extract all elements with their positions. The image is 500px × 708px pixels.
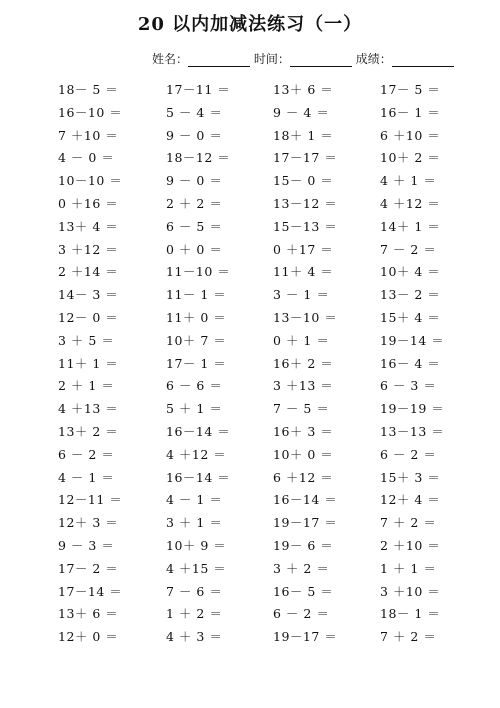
- problem-cell: 0 ＋ 1 ＝: [273, 332, 330, 348]
- score-label: 成绩：: [355, 52, 392, 66]
- problem-cell: 0 ＋ 0 ＝: [166, 241, 223, 257]
- problem-cell: 3 ＋13 ＝: [273, 378, 334, 394]
- problem-cell: 1 ＋ 1 ＝: [380, 560, 437, 576]
- problem-cell: 7 ＋ 2 ＝: [380, 629, 437, 645]
- problem-cell: 12－11 ＝: [58, 492, 123, 508]
- problem-cell: 5 － 4 ＝: [166, 104, 223, 120]
- problem-cell: 6 － 2 ＝: [273, 606, 330, 622]
- problem-cell: 6 － 5 ＝: [166, 218, 223, 234]
- problem-cell: 16－14 ＝: [166, 424, 231, 439]
- problem-cell: 13＋ 6 ＝: [58, 606, 119, 622]
- problem-cell: 19－19 ＝: [380, 401, 445, 417]
- problem-cell: 18＋ 1 ＝: [273, 127, 334, 143]
- problem-cell: 1 ＋ 2 ＝: [166, 606, 223, 622]
- problem-cell: 0 ＋17 ＝: [273, 241, 334, 257]
- problem-cell: 15＋ 4 ＝: [380, 310, 441, 325]
- problem-cell: 10＋ 0 ＝: [273, 446, 334, 462]
- problem-cell: 11＋ 4 ＝: [273, 264, 334, 280]
- problem-cell: 7 － 6 ＝: [166, 583, 223, 599]
- problem-cell: 2 ＋14 ＝: [58, 264, 119, 280]
- problem-cell: 13＋ 4 ＝: [58, 218, 119, 234]
- problem-cell: 18－ 1 ＝: [380, 606, 441, 622]
- problem-cell: 16＋ 2 ＝: [273, 355, 334, 371]
- problem-cell: 7 － 2 ＝: [380, 241, 437, 257]
- worksheet-title: 20 以内加减法练习（一）: [137, 14, 363, 35]
- problem-cell: 9 － 4 ＝: [273, 104, 330, 120]
- problem-cell: 12＋ 4 ＝: [380, 492, 441, 508]
- score-blank[interactable]: [392, 54, 454, 67]
- problem-cell: 13－13 ＝: [380, 424, 445, 439]
- problem-cell: 6 － 3 ＝: [380, 378, 437, 394]
- problem-cell: 18－ 5 ＝: [58, 82, 119, 97]
- problem-cell: 4 ＋15 ＝: [166, 560, 227, 576]
- problem-cell: 5 ＋ 1 ＝: [166, 401, 223, 417]
- problem-cell: 9 － 0 ＝: [166, 127, 223, 143]
- problem-cell: 9 － 0 ＝: [166, 173, 223, 189]
- problem-cell: 2 ＋10 ＝: [380, 538, 441, 553]
- problem-cell: 4 ＋12 ＝: [166, 446, 227, 462]
- problem-cell: 0 ＋16 ＝: [58, 196, 119, 211]
- problem-cell: 13＋ 6 ＝: [273, 82, 334, 97]
- problem-cell: 6 － 2 ＝: [380, 446, 437, 462]
- problem-cell: 13－ 2 ＝: [380, 287, 441, 303]
- problem-cell: 3 ＋ 5 ＝: [58, 332, 115, 348]
- time-label: 时间：: [253, 52, 290, 66]
- problem-cell: 15－13 ＝: [273, 218, 338, 234]
- problem-cell: 16－ 1 ＝: [380, 104, 441, 120]
- problem-cell: 12－ 0 ＝: [58, 310, 119, 325]
- problem-cell: 4 ＋ 1 ＝: [380, 173, 437, 189]
- name-label: 姓名：: [152, 52, 189, 66]
- problem-cell: 3 ＋ 1 ＝: [166, 515, 223, 531]
- problem-cell: 12＋ 0 ＝: [58, 629, 119, 645]
- problem-cell: 11＋ 0 ＝: [166, 310, 227, 325]
- problem-cell: 6 － 2 ＝: [58, 446, 115, 462]
- problem-cell: 14－ 3 ＝: [58, 287, 119, 303]
- student-info-line: [152, 50, 454, 67]
- problem-cell: 10＋ 2 ＝: [380, 150, 441, 166]
- problem-cell: 9 － 3 ＝: [58, 538, 115, 553]
- problem-cell: 7 ＋10 ＝: [58, 127, 119, 143]
- problem-cell: 4 － 1 ＝: [166, 492, 223, 508]
- problem-cell: 4 － 1 ＝: [58, 469, 115, 485]
- problem-cell: 3 ＋ 2 ＝: [273, 560, 330, 576]
- problem-cell: 16－14 ＝: [273, 492, 338, 508]
- problem-cell: 18－12 ＝: [166, 150, 231, 166]
- problem-cell: 4 ＋12 ＝: [380, 196, 441, 211]
- problem-cell: 14＋ 1 ＝: [380, 218, 441, 234]
- problem-cell: 11－ 1 ＝: [166, 287, 227, 303]
- problem-cell: 10＋ 4 ＝: [380, 264, 441, 280]
- problem-cell: 17－ 2 ＝: [58, 560, 119, 576]
- problem-cell: 16－14 ＝: [166, 469, 231, 485]
- problem-cell: 3 ＋12 ＝: [58, 241, 119, 257]
- problem-cell: 15－ 0 ＝: [273, 173, 334, 189]
- problem-cell: 17－ 1 ＝: [166, 355, 227, 371]
- problem-cell: 6 － 6 ＝: [166, 378, 223, 394]
- problem-cell: 13＋ 2 ＝: [58, 424, 119, 439]
- problem-cell: 10－10 ＝: [58, 173, 123, 189]
- problem-cell: 17－17 ＝: [273, 150, 338, 166]
- problem-cell: 11－10 ＝: [166, 264, 231, 280]
- problem-cell: 4 － 0 ＝: [58, 150, 115, 166]
- problem-cell: 4 ＋13 ＝: [58, 401, 119, 417]
- problem-cell: 12＋ 3 ＝: [58, 515, 119, 531]
- problem-cell: 17－11 ＝: [166, 82, 231, 97]
- problem-cell: 19－17 ＝: [273, 515, 338, 531]
- problem-cell: 19－17 ＝: [273, 629, 338, 645]
- problem-cell: 15＋ 3 ＝: [380, 469, 441, 485]
- problem-cell: 16－10 ＝: [58, 104, 123, 120]
- problem-cell: 10＋ 7 ＝: [166, 332, 227, 348]
- problem-cell: 13－10 ＝: [273, 310, 338, 325]
- problem-cell: 19－14 ＝: [380, 332, 445, 348]
- problem-cell: 19－ 6 ＝: [273, 538, 334, 553]
- problem-cell: 11＋ 1 ＝: [58, 355, 119, 371]
- problem-cell: 13－12 ＝: [273, 196, 338, 211]
- problem-cell: 2 ＋ 2 ＝: [166, 196, 223, 211]
- name-blank[interactable]: [188, 54, 250, 67]
- problem-cell: 4 ＋ 3 ＝: [166, 629, 223, 645]
- problem-cell: 3 － 1 ＝: [273, 287, 330, 303]
- problem-cell: 10＋ 9 ＝: [166, 538, 227, 553]
- problem-cell: 7 ＋ 2 ＝: [380, 515, 437, 531]
- problem-cell: 7 － 5 ＝: [273, 401, 330, 417]
- time-blank[interactable]: [290, 54, 352, 67]
- problem-cell: 16＋ 3 ＝: [273, 424, 334, 439]
- problem-cell: 17－14 ＝: [58, 583, 123, 599]
- problem-cell: 6 ＋12 ＝: [273, 469, 334, 485]
- problem-cell: 17－ 5 ＝: [380, 82, 441, 97]
- problem-cell: 2 ＋ 1 ＝: [58, 378, 115, 394]
- problem-cell: 16－ 5 ＝: [273, 583, 334, 599]
- problem-cell: 16－ 4 ＝: [380, 355, 441, 371]
- problem-cell: 3 ＋10 ＝: [380, 583, 441, 599]
- problem-cell: 6 ＋10 ＝: [380, 127, 441, 143]
